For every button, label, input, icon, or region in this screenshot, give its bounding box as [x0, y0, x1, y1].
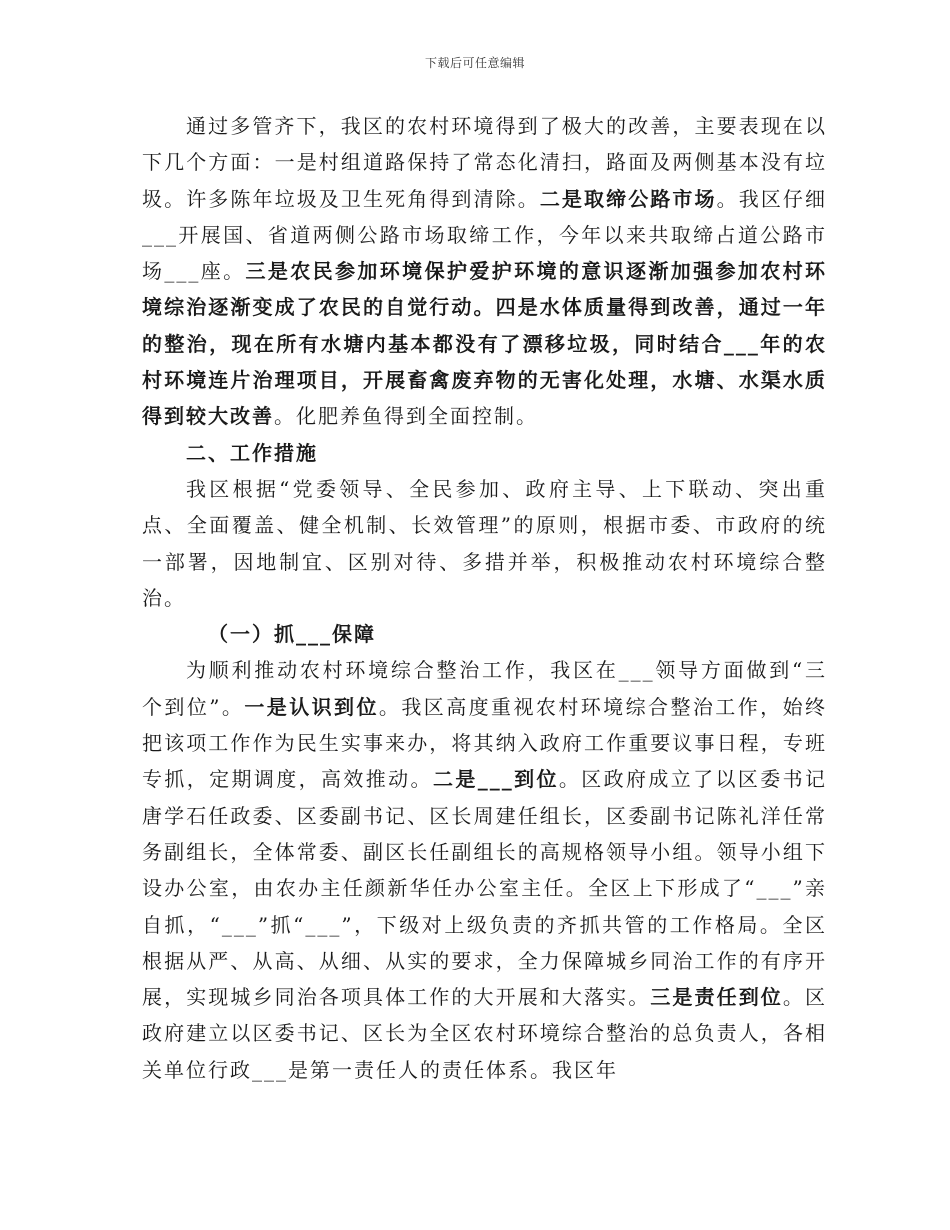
text-run: 通过多管齐下，我区的农村环境得到了极大的改善，主要表现在以下几个方面：一是村组道路保持了常态化清扫，路面及两侧基本没有垃圾。许多陈年垃圾及卫生死角得到清除。	[142, 114, 827, 211]
paragraph-results	[142, 108, 827, 435]
page-header: 下载后可任意编辑	[424, 56, 525, 70]
bold-run: 三是农民参加环境保护爱护环境的意识逐渐加强参加农村环境综治逐渐变成了农民的自觉行动。四是水体质量得到改善，通过一年的整治，现在所有水塘内基本都没有了漂移垃圾，同时结合___年的农村环境连片治理项目，开展畜禽废弃物的无害化处理，水塘、水渠水质得到较大改善	[142, 259, 828, 429]
subsection-heading-text: （一）抓___保障	[208, 622, 376, 647]
section-heading-text: 二、工作措施	[186, 440, 318, 465]
section-heading	[142, 435, 827, 471]
document-body	[142, 108, 827, 1088]
text-run: 。我区高度重视农村环境综合整治工作，始终把该项工作作为民生实事来办，将其纳入政府工作重要议事日程，专班专抓，定期调度，高效推动。	[142, 694, 828, 792]
paragraph-leadership	[142, 652, 827, 1088]
text-run: 为顺利推动农村环境综合整治工作，我区在___领导方面做到“三个到位”。	[142, 658, 827, 719]
text-run: 。区政府成立了以区委书记唐学石任政委、区委副书记、区长周建任组长，区委副书记陈礼洋任常务副组长，全体常委、副区长任副组长的高规格领导小组。领导小组下设办公室，由农办主任颜新华任办公室主任。全区上下形成了“___”亲自抓，“___”抓“___”，下级对上级负责的齐抓共管的工作格局。全区根据从严、从高、从细、从实的要求，全力保障城乡同治工作的有序开展，实现城乡同治各项具体工作的大开展和大落实。	[142, 767, 828, 1010]
bold-run: 二是取缔公路市场	[539, 186, 717, 211]
text-run: 。化肥养鱼得到全面控制。	[274, 404, 538, 429]
bold-run: 一是认识到位	[244, 694, 379, 719]
text-run: 。我区仔细___开展国、省道两侧公路市场取缔工作，今年以来共取缔占道公路市场___座。	[142, 186, 828, 284]
bold-run: 三是责任到位	[650, 985, 783, 1010]
subsection-heading	[142, 616, 827, 652]
text-run: 。区政府建立以区委书记、区长为全区农村环境综合整治的总负责人，各相关单位行政___是第一责任人的责任体系。我区年	[142, 985, 828, 1082]
paragraph-principles: 我区根据“党委领导、全民参加、政府主导、上下联动、突出重点、全面覆盖、健全机制、长效管理”的原则，根据市委、市政府的统一部署，因地制宜、区别对待、多措并举，积极推动农村环境综合整治。	[142, 476, 827, 610]
bold-run: 二是___到位	[432, 767, 559, 792]
